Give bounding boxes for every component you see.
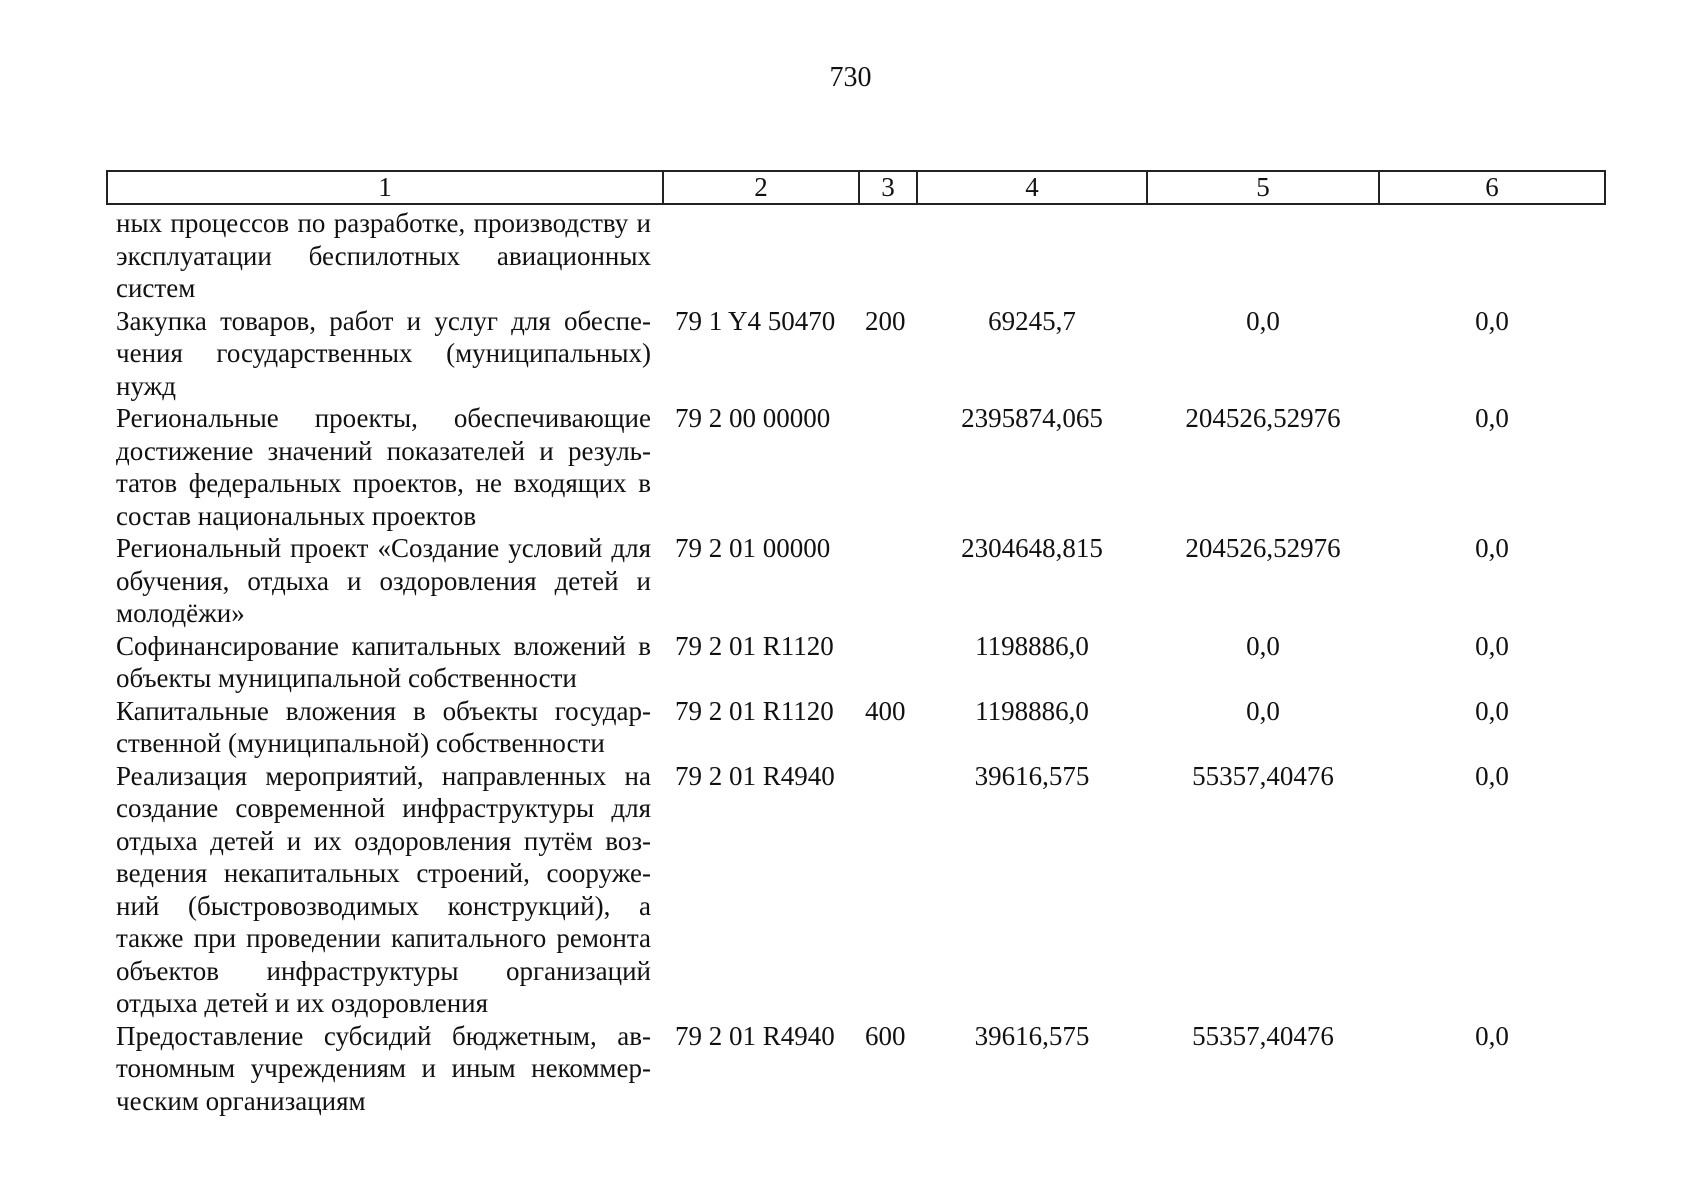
- row-value-5: 0,0: [1246, 630, 1280, 661]
- column-header-2: 2: [663, 171, 859, 204]
- row-target-code: 79 2 01 00000: [675, 533, 831, 563]
- row-value-4: [917, 204, 1147, 305]
- row-value-6: 0,0: [1475, 630, 1509, 661]
- row-value-4: 1198886,0: [975, 630, 1089, 661]
- table-row: [107, 402, 1605, 532]
- column-header-3: 3: [859, 171, 917, 204]
- table-row: [107, 204, 1605, 305]
- column-header-6: 6: [1379, 171, 1605, 204]
- table-row: [107, 760, 1605, 1020]
- row-name: Закупка товаров, работ и услуг для обеспечения государственных (муниципальных) нужд: [116, 305, 651, 401]
- budget-table: [106, 170, 1606, 1117]
- row-value-6: 0,0: [1475, 1020, 1509, 1051]
- row-value-4: 1198886,0: [975, 695, 1089, 726]
- row-value-5: 204526,52976: [1185, 533, 1341, 563]
- row-value-6: 0,0: [1475, 760, 1509, 791]
- row-target-code: 79 2 01 R4940: [675, 1020, 835, 1051]
- row-expense-type: [859, 630, 917, 695]
- row-value-4: 39616,575: [974, 1020, 1090, 1051]
- row-expense-type: 400: [865, 695, 906, 726]
- row-expense-type: [859, 760, 917, 1020]
- table-row: [107, 1020, 1605, 1118]
- row-expense-type: [859, 402, 917, 532]
- row-value-6: 0,0: [1475, 403, 1509, 433]
- row-value-5: 55357,40476: [1192, 1020, 1334, 1051]
- row-expense-type: 200: [865, 305, 906, 336]
- row-value-6: 0,0: [1475, 533, 1509, 563]
- row-name: ных процессов по разработке, производству и эксплуатации беспилотных авиационных систем: [116, 208, 651, 303]
- row-expense-type: 600: [865, 1020, 906, 1051]
- row-value-5: 0,0: [1246, 305, 1280, 336]
- page-number: 730: [829, 62, 872, 93]
- column-header-1: 1: [107, 171, 663, 204]
- row-name: Реализация мероприятий, направленных на создание современной инфраструктуры для отдыха детей и их оздоровления путём возведения некапитальных строений, сооружений (быстровозводимых конструкций), а также при проведении капитального ремонта объектов инфраструктуры организаций отдыха детей и их оздоровления: [116, 760, 651, 1018]
- row-value-4: 2395874,065: [961, 403, 1103, 433]
- row-value-4: 69245,7: [988, 305, 1076, 336]
- row-name: Региональные проекты, обеспечивающие достижение значений показателей и результатов федеральных проектов, не входящих в состав национальных проектов: [116, 403, 651, 531]
- row-target-code: 79 2 01 R1120: [675, 630, 834, 661]
- row-value-6: [1379, 204, 1605, 305]
- row-target-code: 79 2 01 R4940: [675, 760, 835, 791]
- header-row: [107, 171, 1605, 204]
- row-value-4: 39616,575: [974, 760, 1090, 791]
- row-value-5: 204526,52976: [1185, 403, 1341, 433]
- column-header-5: 5: [1147, 171, 1379, 204]
- row-value-6: 0,0: [1475, 695, 1509, 726]
- row-name: Предоставление субсидий бюджетным, автономным учреждениям и иным некоммерческим организациям: [116, 1020, 651, 1116]
- table-row: [107, 630, 1605, 695]
- row-value-4: 2304648,815: [961, 533, 1103, 563]
- row-value-5: 55357,40476: [1192, 760, 1334, 791]
- row-target-code: [663, 204, 859, 305]
- table-row: [107, 532, 1605, 630]
- row-value-6: 0,0: [1475, 305, 1509, 336]
- row-value-5: 0,0: [1246, 695, 1280, 726]
- row-name: Капитальные вложения в объекты государственной (муниципальной) собственности: [116, 695, 651, 758]
- row-value-5: [1147, 204, 1379, 305]
- row-target-code: 79 2 01 R1120: [675, 695, 834, 726]
- table-row: [107, 695, 1605, 760]
- row-expense-type: [859, 204, 917, 305]
- row-target-code: 79 2 00 00000: [675, 403, 831, 433]
- row-name: Региональный проект «Создание условий для обучения, отдыха и оздоровления детей и молодёжи»: [116, 533, 651, 628]
- table-row: [107, 305, 1605, 403]
- row-name: Софинансирование капитальных вложений в объекты муниципальной собственности: [116, 630, 651, 693]
- column-header-4: 4: [917, 171, 1147, 204]
- table-body: [107, 204, 1605, 1117]
- row-target-code: 79 1 Y4 50470: [675, 305, 836, 336]
- table-header: [107, 171, 1605, 204]
- row-expense-type: [859, 532, 917, 630]
